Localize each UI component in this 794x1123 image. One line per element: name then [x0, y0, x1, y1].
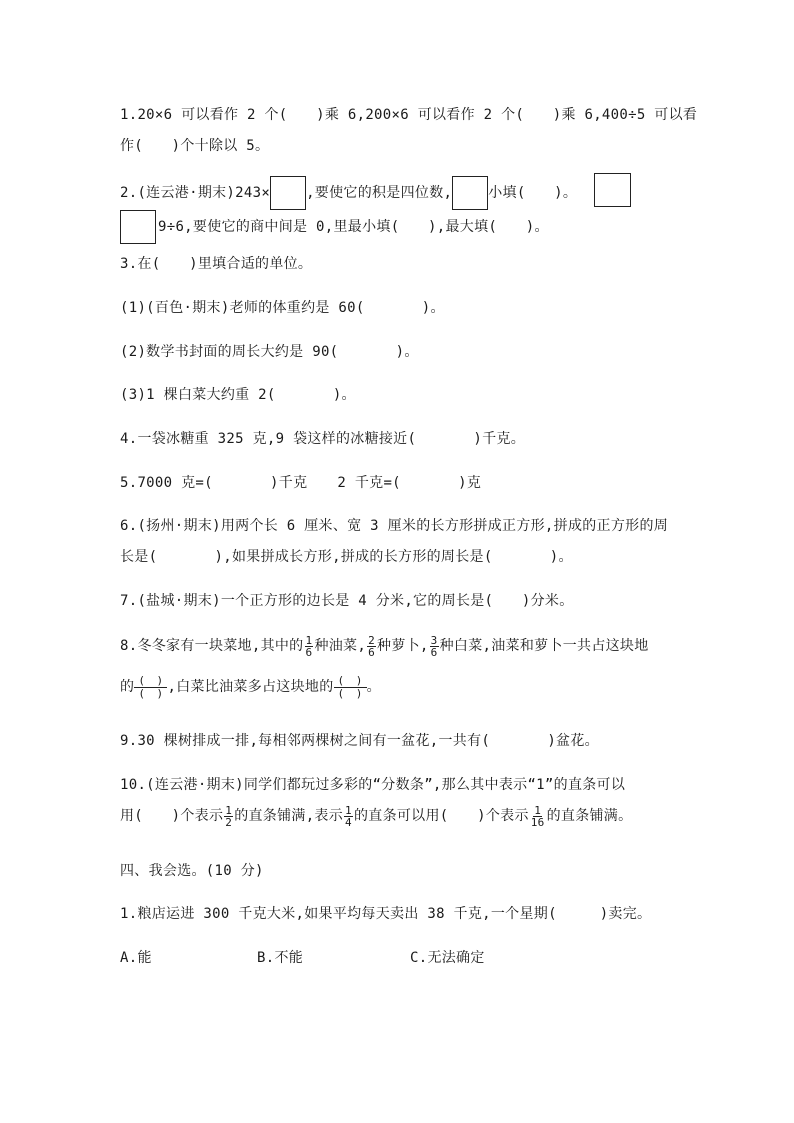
blank-numerator: ( )	[334, 675, 367, 688]
answer-box-4[interactable]	[120, 210, 156, 244]
q2-text-1: 2.(连云港·期末)243×	[120, 185, 271, 201]
q2-text-3: 小填( )。	[488, 185, 578, 201]
q3-sub2: (2)数学书封面的周长大约是 90( )。	[120, 344, 419, 360]
option-c[interactable]: C.无法确定	[410, 950, 485, 966]
fraction-numerator: 3	[430, 633, 438, 647]
q1-line2: 作( )个十除以 5。	[120, 138, 270, 154]
q3-title: 3.在( )里填合适的单位。	[120, 256, 313, 272]
blank-fraction-1[interactable]	[134, 675, 167, 700]
option-a[interactable]: A.能	[120, 950, 152, 966]
fraction-denominator: 4	[345, 815, 352, 829]
q10-text-1: 用( )个表示	[120, 808, 224, 824]
q3-sub3: (3)1 棵白菜大约重 2( )。	[120, 387, 356, 403]
q10-text-3: 的直条可以用( )个表示	[353, 808, 529, 824]
fraction-denominator: 6	[368, 645, 376, 659]
q8-text-4: 种白菜,油菜和萝卜一共占这块地	[439, 638, 649, 654]
q8-line1	[120, 634, 649, 658]
q8-text-6: ,白菜比油菜多占这块地的	[167, 679, 334, 695]
q7-text: 7.(盐城·期末)一个正方形的边长是 4 分米,它的周长是( )分米。	[120, 593, 574, 609]
q4-text: 4.一袋冰糖重 325 克,9 袋这样的冰糖接近( )千克。	[120, 431, 526, 447]
q1-line1: 1.20×6 可以看作 2 个( )乘 6,200×6 可以看作 2 个( )乘 6,400÷5 可以看	[120, 107, 698, 123]
fraction-three-sixths	[430, 635, 439, 658]
fraction-numerator: 2	[368, 633, 376, 647]
answer-box-3[interactable]	[594, 173, 631, 207]
q6-line2: 长是( ),如果拼成长方形,拼成的长方形的周长是( )。	[120, 549, 573, 565]
answer-box-1[interactable]	[270, 176, 306, 210]
q2-line1	[120, 176, 577, 210]
fraction-numerator: 1	[534, 803, 542, 817]
q8-text-7: 。	[366, 679, 381, 695]
q3-sub1: (1)(百色·期末)老师的体重约是 60( )。	[120, 300, 445, 316]
q2-text-4: 9÷6,要使它的商中间是 0,里最小填( ),最大填( )。	[158, 219, 549, 235]
fraction-two-sixths	[367, 635, 376, 658]
blank-denominator: ( )	[337, 686, 363, 700]
q8-line2	[120, 674, 381, 700]
fraction-one-quarter	[344, 805, 353, 828]
q8-text-3: 种萝卜,	[377, 638, 429, 654]
q8-text-1: 8.冬冬家有一块菜地,其中的	[120, 638, 304, 654]
q8-text-5: 的	[120, 679, 135, 695]
fraction-numerator: 1	[305, 633, 313, 647]
q2-line2	[120, 210, 549, 244]
q10-line2	[120, 804, 632, 828]
mc1-question: 1.粮店运进 300 千克大米,如果平均每天卖出 38 千克,一个星期( )卖完。	[120, 906, 652, 922]
fraction-one-half	[224, 805, 233, 828]
q10-line1: 10.(连云港·期末)同学们都玩过多彩的“分数条”,那么其中表示“1”的直条可以	[120, 777, 626, 793]
blank-fraction-2[interactable]	[334, 675, 367, 700]
fraction-numerator: 1	[345, 803, 352, 817]
fraction-one-sixteenth	[530, 805, 546, 828]
fraction-denominator: 6	[305, 645, 313, 659]
option-b[interactable]: B.不能	[257, 950, 304, 966]
answer-box-2[interactable]	[452, 176, 488, 210]
q9-text: 9.30 棵树排成一排,每相邻两棵树之间有一盆花,一共有( )盆花。	[120, 733, 599, 749]
q5-line	[120, 473, 481, 493]
fraction-denominator: 6	[430, 645, 438, 659]
q2-text-2: ,要使它的积是四位数,	[306, 185, 453, 201]
q6-line1: 6.(扬州·期末)用两个长 6 厘米、宽 3 厘米的长方形拼成正方形,拼成的正方形的周	[120, 518, 669, 534]
q10-text-4: 的直条铺满。	[546, 808, 633, 824]
q5-part-a: 5.7000 克=( )千克	[120, 475, 308, 491]
fraction-numerator: 1	[225, 803, 233, 817]
fraction-denominator: 16	[530, 815, 545, 829]
q8-text-2: 种油菜,	[314, 638, 367, 654]
blank-numerator: ( )	[134, 675, 167, 688]
q5-part-b: 2 千克=( )克	[337, 475, 482, 491]
blank-denominator: ( )	[138, 686, 164, 700]
fraction-one-sixth	[305, 635, 314, 658]
q10-text-2: 的直条铺满,表示	[234, 808, 344, 824]
fraction-denominator: 2	[225, 815, 233, 829]
section-heading: 四、我会选。(10 分)	[120, 863, 264, 879]
